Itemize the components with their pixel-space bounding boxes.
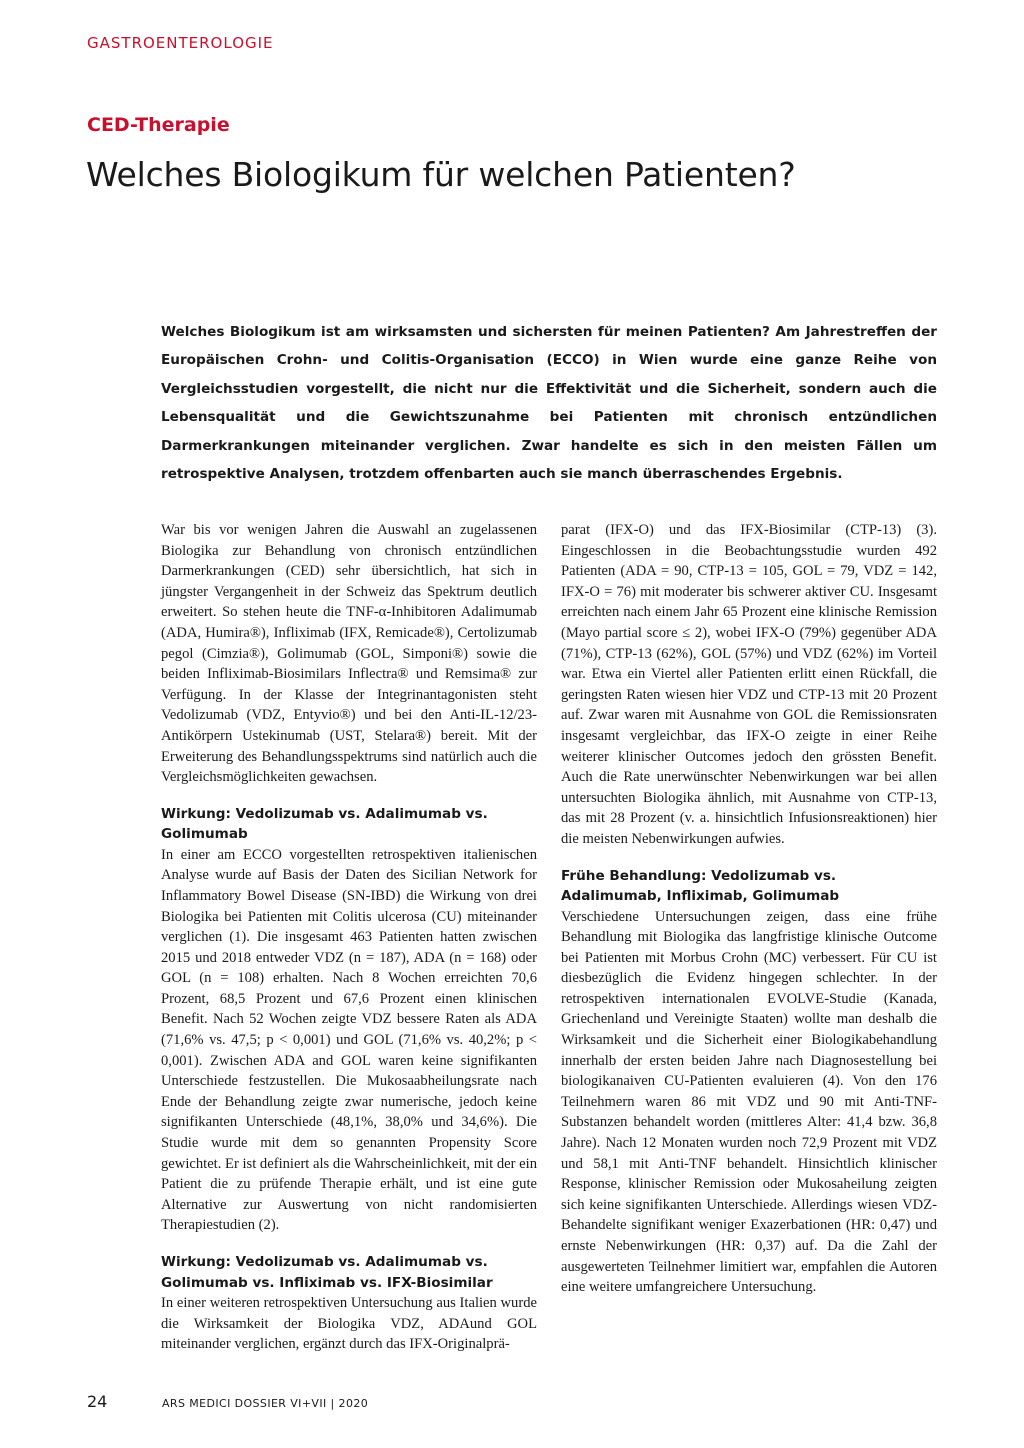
- body-paragraph: In einer weiteren retrospektiven Untersuchung aus Italien wurde die Wirksamkeit der Biologika VDZ, ADAund GOL miteinander verglichen, ergänzt durch das IFX-Originalprä-: [161, 1295, 537, 1353]
- right-column: [561, 520, 937, 1298]
- body-paragraph: In einer am ECCO vorgestellten retrospektiven italienischen Analyse wurde auf Basis der Daten des Sicilian Network for Inflammatory Bowel Disease (SN-IBD) die Wirkung von drei Biologika bei Patienten mit Colitis ulcerosa (CU) miteinander verglichen (1). Die insgesamt 463 Patienten hatten zwischen 2015 und 2018 entweder VDZ (n = 187), ADA (n = 168) oder GOL (n = 108) erhalten. Nach 8 Wochen erreichten 70,6 Prozent, 68,5 Prozent und 67,6 Prozent einen klinischen Benefit. Nach 52 Wochen zeigte VDZ bessere Raten als ADA (71,6% vs. 47,5; p < 0,001) und GOL (71,6% vs. 40,2%; p < 0,001). Zwischen ADA and GOL waren keine signifikanten Unterschiede festzustellen. Die Mukosaabheilungsrate nach Ende der Behandlung zeigte zwar numerische, jedoch keine signifikanten Unterschiede (48,1%, 38,0% und 34,6%). Die Studie wurde mit dem so genannten Propensity Score gewichtet. Er ist definiert als die Wahrscheinlichkeit, mit der ein Patient die zu prüfende Therapie erhält, und ist eine gute Alternative zur Auswertung von nicht randomisierten Therapiestudien (2).: [161, 846, 537, 1234]
- subheading: Wirkung: Vedolizumab vs. Adalimumab vs. Golimumab: [161, 805, 488, 843]
- subheading: Wirkung: Vedolizumab vs. Adalimumab vs. Golimumab vs. Infliximab vs. IFX-Biosimilar: [161, 1254, 493, 1291]
- journal-footer: ARS MEDICI DOSSIER VI+VII | 2020: [162, 1397, 369, 1410]
- lead-paragraph: Welches Biologikum ist am wirksamsten und sichersten für meinen Patienten? Am Jahrestreffen der Europäischen Crohn- und Colitis-Organisation (ECCO) in Wien wurde eine ganze Reihe von Vergleichsstudien vorgestellt, die nicht nur die Effektivität und die Sicherheit, sondern auch die Lebensqualität und die Gewichtszunahme bei Patienten mit chronisch entzündlichen Darmerkrankungen miteinander verglichen. Zwar handelte es sich in den meisten Fällen um retrospektive Analysen, trotzdem offenbarten auch sie manch überraschendes Ergebnis.: [161, 324, 937, 483]
- section-label: GASTROENTEROLOGIE: [87, 34, 274, 52]
- body-paragraph: Verschiedene Untersuchungen zeigen, dass eine frühe Behandlung mit Biologika das langfristige klinische Outcome bei Patienten mit Morbus Crohn (MC) verbessert. Für CU ist diesbezüglich die Evidenz hingegen schlechter. In der retrospektiven internationalen EVOLVE-Studie (Kanada, Griechenland und Vereinigte Staaten) wollte man deshalb die Wirksamkeit und die Sicherheit einer Biologikabehandlung innerhalb der ersten beiden Jahre nach Diagnosestellung bei biologikanaiven CU-Patienten evaluieren (4). Von den 176 Teilnehmern waren 86 mit VDZ und 90 mit Anti-TNF-Substanzen behandelt worden (mittleres Alter: 41,4 bzw. 36,8 Jahre). Nach 12 Monaten wurden noch 72,9 Prozent mit VDZ und 58,1 mit Anti-TNF behandelt. Hinsichtlich klinischer Response, klinischer Remission oder Mukosaheilung zeigten sich keine signifikanten Unterschiede. Allerdings wiesen VDZ-Behandelte signifikant weniger Exazerbationen (HR: 0,47) und ernste Nebenwirkungen (HR: 0,37) auf. Da die Zahl der ausgewerteten Teilnehmer limitiert war, empfahlen die Autoren eine weitere umfangreichere Untersuchung.: [561, 908, 937, 1296]
- page-number: 24: [87, 1392, 108, 1411]
- article-kicker: CED-Therapie: [87, 114, 230, 136]
- body-paragraph: parat (IFX-O) und das IFX-Biosimilar (CTP-13) (3). Eingeschlossen in die Beobachtungsstudie wurden 492 Patienten (ADA = 90, CTP-13 = 105, GOL = 79, VDZ = 142, IFX-O = 76) mit moderater bis schwerer aktiver CU. Insgesamt erreichten nach einem Jahr 65 Prozent eine klinische Remission (Mayo partial score ≤ 2), wobei IFX-O (79%) gegenüber ADA (71%), CTP-13 (62%), GOL (57%) und VDZ (62%) im Vorteil war. Etwa ein Viertel aller Patienten erlitt einen Rückfall, die geringsten Raten wiesen hier VDZ und CTP-13 mit 20 Prozent auf. Zwar waren mit Ausnahme von GOL die Remissionsraten insgesamt vergleichbar, das IFX-O zeigte in einer Reihe weiterer klinischer Outcomes jedoch den grössten Benefit. Auch die Rate unerwünschter Nebenwirkungen war bei allen untersuchten Biologika ähnlich, mit Ausnahme von CTP-13, das mit 28 Prozent (v. a. hinsichtlich Infusionsreaktionen) hier die meisten Nebenwirkungen aufwies.: [561, 522, 937, 847]
- left-column: [161, 520, 537, 1355]
- body-paragraph: War bis vor wenigen Jahren die Auswahl an zugelassenen Biologika zur Behandlung von chronisch entzündlichen Darmerkrankungen (CED) sehr übersichtlich, hat sich in jüngster Vergangenheit in der Schweiz das Spektrum deutlich erweitert. So stehen heute die TNF-α-Inhibitoren Adalimumab (ADA, Humira®), Infliximab (IFX, Remicade®), Certolizumab pegol (Cimzia®), Golimumab (GOL, Simponi®) sowie die beiden Infliximab-Biosimilars Inflectra® und Remsima® zur Verfügung. In der Klasse der Integrinantagonisten steht Vedolizumab (VDZ, Entyvio®) und bei den Anti-IL-12/23-Antikörpern Ustekinumab (UST, Stelara®) bereit. Mit der Erweiterung des Behandlungsspektrums sind natürlich auch die Vergleichsmöglichkeiten gewachsen.: [161, 522, 537, 786]
- subheading: Frühe Behandlung: Vedolizumab vs. Adalimumab, Infliximab, Golimumab: [561, 867, 840, 904]
- article-title: Welches Biologikum für welchen Patienten?: [86, 155, 796, 194]
